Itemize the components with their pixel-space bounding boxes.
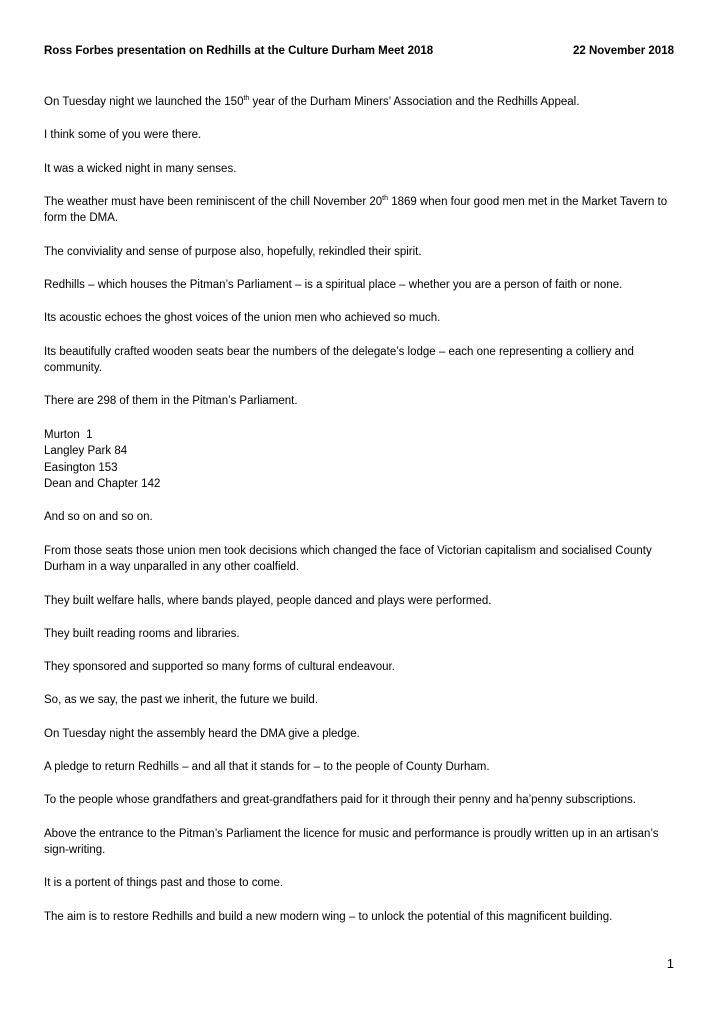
paragraph-7: Its acoustic echoes the ghost voices of the union men who achieved so much. — [44, 312, 441, 325]
header-date: 22 November 2018 — [572, 45, 674, 57]
paragraph-4: The weather must have been reminiscent of the chill November 20th 1869 when four good men met in the Market Tavern to form the DMA. — [44, 194, 668, 225]
paragraph-3: It was a wicked night in many senses. — [44, 162, 237, 175]
paragraph-14: They sponsored and supported so many forms of cultural endeavour. — [44, 661, 395, 674]
header-title: Ross Forbes presentation on Redhills at the Culture Durham Meet 2018 — [44, 45, 434, 57]
paragraph-1: On Tuesday night we launched the 150th year of the Durham Miners’ Association and the Redhills Appeal. — [44, 95, 580, 108]
paragraph-2: I think some of you were there. — [44, 129, 202, 142]
lodge-item: Dean and Chapter 142 — [44, 478, 161, 491]
paragraph-9: There are 298 of them in the Pitman’s Parliament. — [44, 395, 298, 408]
document-body — [44, 94, 680, 942]
paragraph-10: And so on and so on. — [44, 511, 153, 524]
lodge-item: Murton 1 — [44, 428, 93, 441]
lodge-list — [44, 427, 680, 493]
page-number: 1 — [666, 956, 674, 971]
paragraph-17: A pledge to return Redhills – and all that it stands for – to the people of County Durham. — [44, 761, 490, 774]
paragraph-19: Above the entrance to the Pitman’s Parliament the licence for music and performance is proudly written up in an artisan’s sign-writing. — [44, 827, 659, 857]
paragraph-15: So, as we say, the past we inherit, the future we build. — [44, 694, 319, 707]
paragraph-20: It is a portent of things past and those to come. — [44, 877, 284, 890]
paragraph-16: On Tuesday night the assembly heard the DMA give a pledge. — [44, 727, 360, 740]
paragraph-6: Redhills – which houses the Pitman’s Parliament – is a spiritual place – whether you are a person of faith or none. — [44, 278, 623, 291]
paragraph-11: From those seats those union men took decisions which changed the face of Victorian capitalism and socialised County Durham in a way unparalled in any other coalfield. — [44, 544, 652, 574]
paragraph-21: The aim is to restore Redhills and build a new modern wing – to unlock the potential of this magnificent building. — [44, 910, 613, 923]
lodge-item: Easington 153 — [44, 461, 118, 474]
paragraph-18: To the people whose grandfathers and great-grandfathers paid for it through their penny and ha’penny subscriptions. — [44, 794, 636, 807]
paragraph-5: The conviviality and sense of purpose also, hopefully, rekindled their spirit. — [44, 245, 422, 258]
lodge-item: Langley Park 84 — [44, 445, 128, 458]
document-header — [44, 44, 674, 58]
paragraph-8: Its beautifully crafted wooden seats bear the numbers of the delegate’s lodge – each one representing a colliery and community. — [44, 345, 634, 375]
paragraph-13: They built reading rooms and libraries. — [44, 627, 240, 640]
paragraph-12: They built welfare halls, where bands played, people danced and plays were performed. — [44, 594, 492, 607]
